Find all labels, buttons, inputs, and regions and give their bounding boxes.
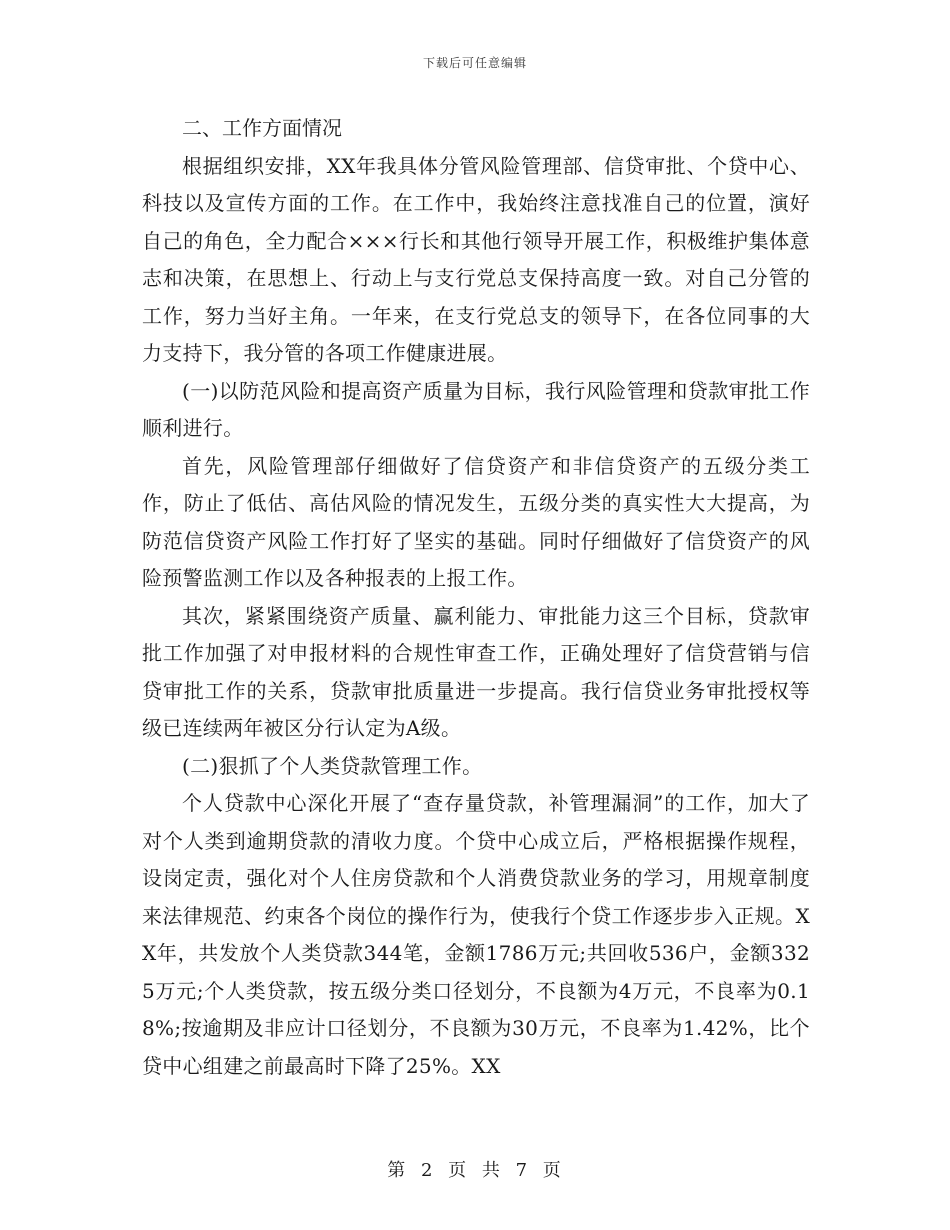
paragraph-intro: 根据组织安排，XX年我具体分管风险管理部、信贷审批、个贷中心、科技以及宣传方面的工作。在工作中，我始终注意找准自己的位置，演好自己的角色，全力配合×××行长和其他行领导开展工作，积极维护集体意志和决策，在思想上、行动上与支行党总支保持高度一致。对自己分管的工作，努力当好主角。一年来，在支行党总支的领导下，在各位同事的大力支持下，我分管的各项工作健康进展。: [142, 153, 810, 365]
paragraph-personal-loans: 个人贷款中心深化开展了“查存量贷款，补管理漏洞”的工作，加大了对个人类到逾期贷款的清收力度。个贷中心成立后，严格根据操作规程，设岗定责，强化对个人住房贷款和个人消费贷款业务的学习，用规章制度来法律规范、约束各个岗位的操作行为，使我行个贷工作逐步步入正规。XX年，共发放个人类贷款344笔，金额1786万元;共回收536户，金额3325万元;个人类贷款，按五级分类口径划分，不良额为4万元，不良率为0.18%;按逾期及非应计口径划分，不良额为30万元，不良率为1.42%，比个贷中心组建之前最高时下降了25%。XX: [142, 791, 810, 1078]
subheading-personal-loans: (二)狠抓了个人类贷款管理工作。: [182, 753, 483, 778]
page-header: 下载后可任意编辑: [422, 56, 527, 70]
page-number: 第 2 页 共 7 页: [387, 1160, 563, 1181]
subheading-risk: (一)以防范风险和提高资产质量为目标，我行风险管理和贷款审批工作顺利进行。: [142, 378, 810, 440]
paragraph-first: 首先，风险管理部仔细做好了信贷资产和非信贷资产的五级分类工作，防止了低估、高估风险的情况发生，五级分类的真实性大大提高，为防范信贷资产风险工作打好了坚实的基础。同时仔细做好了信贷资产的风险预警监测工作以及各种报表的上报工作。: [142, 453, 810, 590]
section-title: 二、工作方面情况: [182, 116, 342, 140]
paragraph-second: 其次，紧紧围绕资产质量、赢利能力、审批能力这三个目标，贷款审批工作加强了对申报材料的合规性审查工作，正确处理好了信贷营销与信贷审批工作的关系，贷款审批质量进一步提高。我行信贷业务审批授权等级已连续两年被区分行认定为A级。: [142, 603, 810, 740]
document-body: [142, 110, 810, 1085]
